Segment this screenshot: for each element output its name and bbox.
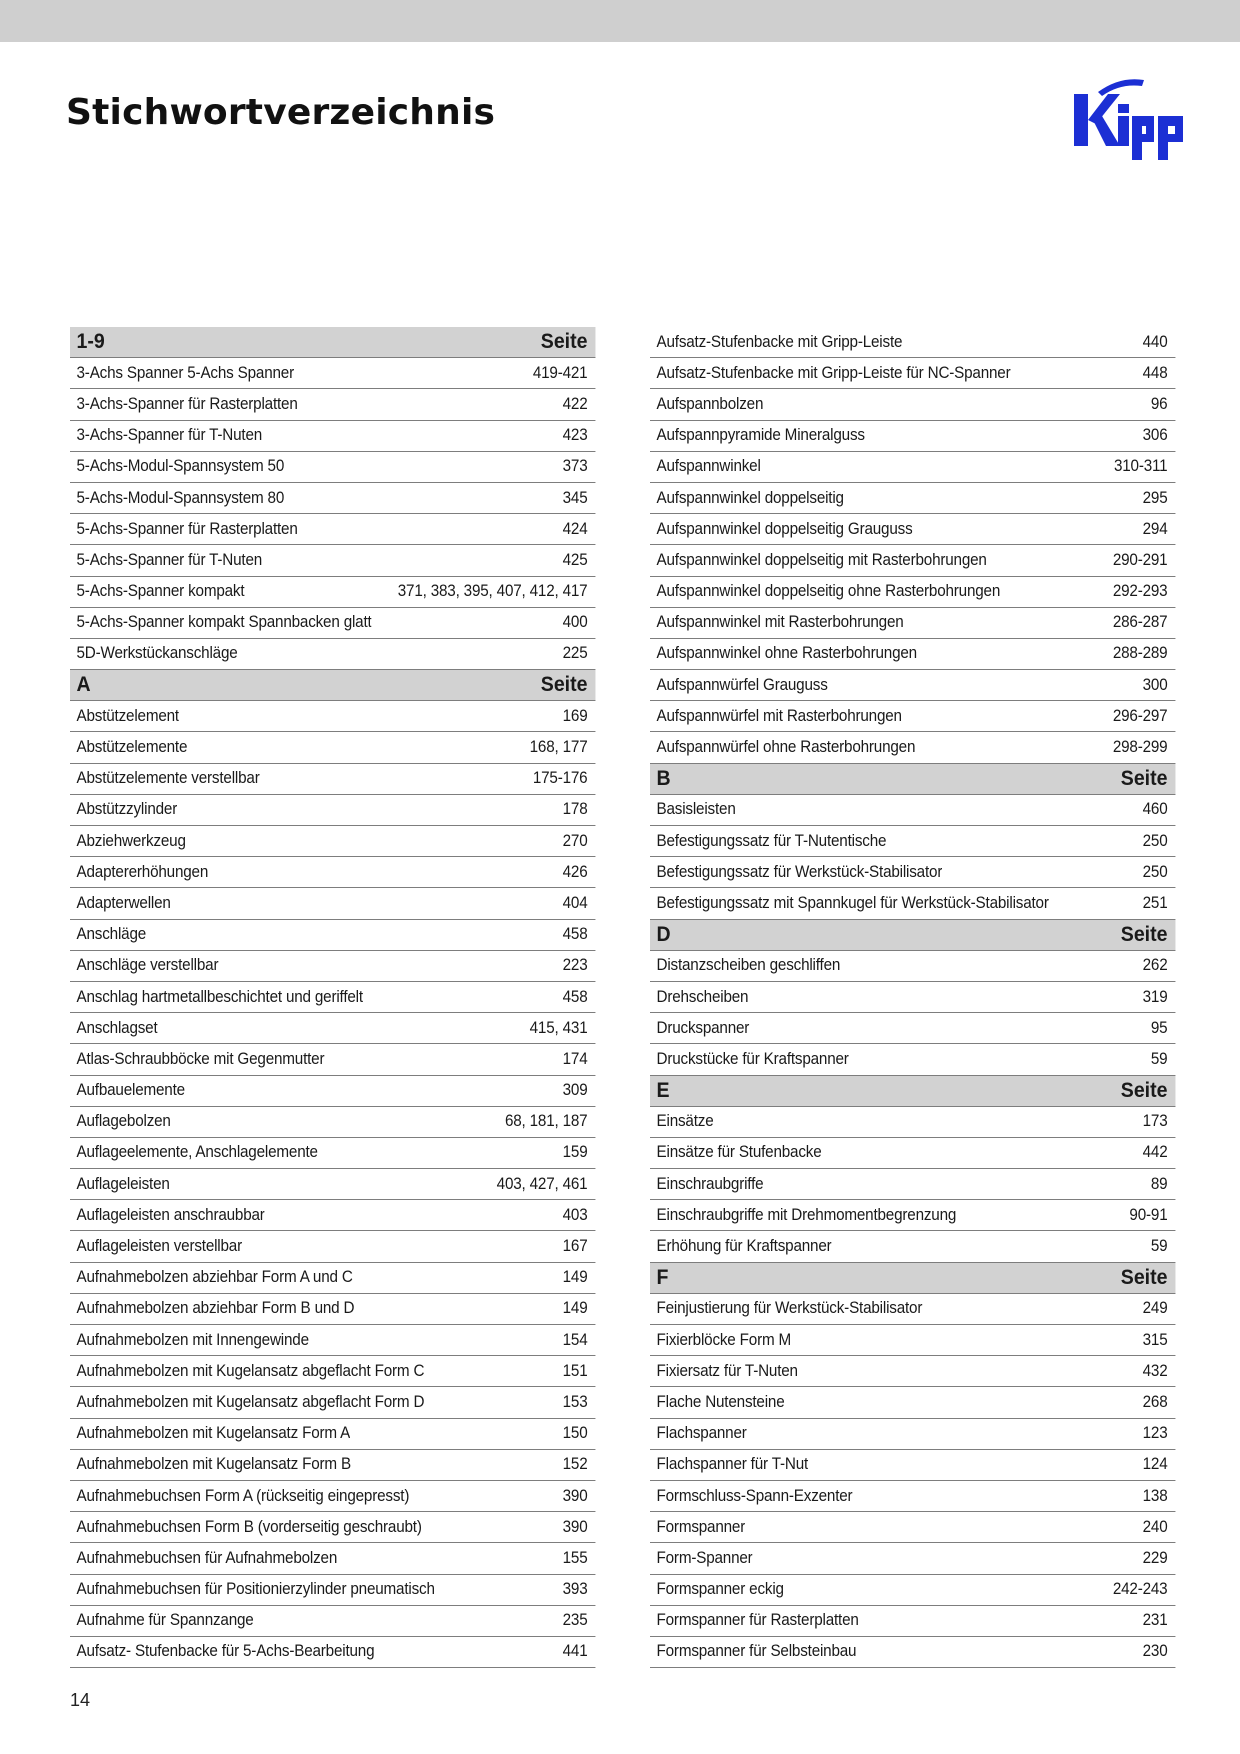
entry-term: Einschraubgriffe mit Drehmomentbegrenzung [656, 1205, 957, 1224]
section-letter: E [656, 1078, 670, 1102]
entry-pages: 173 [1142, 1112, 1168, 1131]
entry-pages: 250 [1142, 831, 1168, 850]
entry-term: Aufnahmebolzen mit Kugelansatz Form A [76, 1424, 351, 1443]
index-entry [650, 1575, 1176, 1606]
index-entry [70, 421, 596, 452]
index-entry [650, 1138, 1176, 1169]
entry-pages: 448 [1142, 363, 1168, 382]
entry-term: Formspanner eckig [656, 1580, 784, 1599]
index-entry [70, 1356, 596, 1387]
page-column-label: Seite [1120, 1265, 1168, 1289]
page-column-label: Seite [540, 673, 588, 697]
index-entry [70, 1138, 596, 1169]
entry-pages: 90-91 [1129, 1205, 1168, 1224]
entry-pages: 400 [562, 613, 588, 632]
entry-pages: 249 [1142, 1299, 1168, 1318]
entry-pages: 390 [562, 1517, 588, 1536]
index-entry [70, 951, 596, 982]
entry-pages: 286-287 [1112, 613, 1168, 632]
entry-pages: 298-299 [1112, 738, 1168, 757]
index-entry [650, 888, 1176, 919]
index-entry [70, 577, 596, 608]
index-entry [70, 1263, 596, 1294]
entry-term: Aufspannwürfel mit Rasterbohrungen [656, 706, 902, 725]
index-entry [70, 1543, 596, 1574]
index-entry [650, 452, 1176, 483]
entry-term: Abstützelemente [76, 738, 188, 757]
index-entry [70, 1419, 596, 1450]
entry-pages: 262 [1142, 956, 1168, 975]
section-header [650, 764, 1176, 795]
entry-pages: 229 [1142, 1548, 1168, 1567]
entry-pages: 424 [562, 519, 588, 538]
index-entry [70, 1512, 596, 1543]
entry-pages: 124 [1142, 1455, 1168, 1474]
index-entry [650, 795, 1176, 826]
index-entry [650, 358, 1176, 389]
index-entry [70, 1107, 596, 1138]
entry-pages: 235 [562, 1611, 588, 1630]
entry-pages: 296-297 [1112, 706, 1168, 725]
index-entry [70, 826, 596, 857]
index-entry [650, 1231, 1176, 1262]
entry-term: Aufspannwinkel doppelseitig mit Rasterbohrungen [656, 550, 987, 569]
entry-term: 5-Achs-Spanner kompakt Spannbacken glatt [76, 613, 372, 632]
entry-pages: 300 [1142, 675, 1168, 694]
index-entry [650, 1325, 1176, 1356]
section-letter: D [656, 922, 671, 946]
entry-pages: 419-421 [532, 363, 588, 382]
entry-term: Flachspanner für T-Nut [656, 1455, 809, 1474]
index-entry [70, 514, 596, 545]
index-entry [650, 1543, 1176, 1574]
index-entry [70, 1013, 596, 1044]
index-entry [650, 1481, 1176, 1512]
entry-pages: 309 [562, 1081, 588, 1100]
entry-pages: 175-176 [532, 769, 588, 788]
index-entry [650, 389, 1176, 420]
entry-pages: 440 [1142, 332, 1168, 351]
index-entry [650, 1200, 1176, 1231]
index-entry [70, 1481, 596, 1512]
section-header [650, 920, 1176, 951]
section-letter: F [656, 1265, 669, 1289]
index-entry [70, 1637, 596, 1668]
entry-term: Aufspannwürfel ohne Rasterbohrungen [656, 738, 916, 757]
entry-pages: 123 [1142, 1424, 1168, 1443]
entry-pages: 458 [562, 987, 588, 1006]
index-entry [70, 1044, 596, 1075]
index-column-left [70, 327, 596, 1668]
index-entry [70, 358, 596, 389]
entry-term: Distanzscheiben geschliffen [656, 956, 841, 975]
entry-pages: 223 [562, 956, 588, 975]
index-entry [70, 1231, 596, 1262]
section-header [70, 327, 596, 358]
entry-term: Aufspannpyramide Mineralguss [656, 426, 865, 445]
entry-term: Adapterwellen [76, 893, 171, 912]
index-entry [70, 732, 596, 763]
entry-pages: 442 [1142, 1143, 1168, 1162]
entry-pages: 152 [562, 1455, 588, 1474]
entry-pages: 425 [562, 550, 588, 569]
entry-term: 5D-Werkstückanschläge [76, 644, 238, 663]
entry-pages: 150 [562, 1424, 588, 1443]
index-entry [650, 1419, 1176, 1450]
entry-pages: 426 [562, 862, 588, 881]
index-entry [70, 1450, 596, 1481]
entry-term: Einschraubgriffe [656, 1174, 764, 1193]
index-entry [650, 1450, 1176, 1481]
entry-term: Auflageleisten [76, 1174, 170, 1193]
index-entry [70, 888, 596, 919]
section-header [650, 1263, 1176, 1294]
entry-term: Befestigungssatz für T-Nutentische [656, 831, 887, 850]
entry-pages: 149 [562, 1299, 588, 1318]
section-header [70, 670, 596, 701]
entry-pages: 319 [1142, 987, 1168, 1006]
entry-pages: 59 [1150, 1237, 1168, 1256]
entry-term: Aufsatz-Stufenbacke mit Gripp-Leiste [656, 332, 903, 351]
index-entry [650, 514, 1176, 545]
entry-term: Aufsatz-Stufenbacke mit Gripp-Leiste für NC-Spanner [656, 363, 1011, 382]
entry-term: Aufspannwinkel doppelseitig ohne Rasterbohrungen [656, 582, 1001, 601]
index-entry [70, 857, 596, 888]
entry-pages: 68, 181, 187 [504, 1112, 588, 1131]
entry-pages: 251 [1142, 893, 1168, 912]
index-column-right [650, 327, 1176, 1668]
index-entry [70, 795, 596, 826]
entry-term: Fixierblöcke Form M [656, 1330, 792, 1349]
section-header [650, 1076, 1176, 1107]
entry-term: Anschläge [76, 925, 147, 944]
entry-pages: 96 [1150, 394, 1168, 413]
entry-term: Einsätze [656, 1112, 714, 1131]
index-entry [70, 764, 596, 795]
index-entry [70, 1294, 596, 1325]
index-entry [650, 701, 1176, 732]
entry-term: Aufbauelemente [76, 1081, 185, 1100]
index-entry [650, 483, 1176, 514]
index-entry [70, 982, 596, 1013]
index-entry [70, 608, 596, 639]
index-entry [650, 1387, 1176, 1418]
entry-term: Aufspannbolzen [656, 394, 764, 413]
entry-term: Flachspanner [656, 1424, 747, 1443]
entry-pages: 315 [1142, 1330, 1168, 1349]
entry-pages: 441 [562, 1642, 588, 1661]
entry-pages: 460 [1142, 800, 1168, 819]
entry-pages: 268 [1142, 1392, 1168, 1411]
entry-term: Feinjustierung für Werkstück-Stabilisator [656, 1299, 923, 1318]
entry-pages: 225 [562, 644, 588, 663]
entry-term: Atlas-Schraubböcke mit Gegenmutter [76, 1049, 325, 1068]
index-entry [70, 545, 596, 576]
entry-term: Druckstücke für Kraftspanner [656, 1049, 849, 1068]
index-entry [650, 1606, 1176, 1637]
entry-term: 5-Achs-Spanner für T-Nuten [76, 550, 263, 569]
entry-term: Formschluss-Spann-Exzenter [656, 1486, 853, 1505]
entry-term: Aufnahmebolzen mit Kugelansatz abgeflacht Form D [76, 1392, 425, 1411]
entry-pages: 294 [1142, 519, 1168, 538]
entry-term: 5-Achs-Modul-Spannsystem 50 [76, 457, 285, 476]
entry-pages: 393 [562, 1580, 588, 1599]
entry-term: Aufspannwinkel doppelseitig Grauguss [656, 519, 913, 538]
index-entry [650, 421, 1176, 452]
entry-term: Einsätze für Stufenbacke [656, 1143, 822, 1162]
entry-term: Auflageleisten anschraubbar [76, 1205, 265, 1224]
entry-pages: 415, 431 [529, 1018, 588, 1037]
entry-term: Erhöhung für Kraftspanner [656, 1237, 832, 1256]
section-letter: 1-9 [76, 330, 105, 354]
index-entry [650, 327, 1176, 358]
entry-term: Aufspannwinkel mit Rasterbohrungen [656, 613, 904, 632]
index-entry [650, 608, 1176, 639]
entry-term: Aufnahme für Spannzange [76, 1611, 254, 1630]
entry-pages: 403, 427, 461 [496, 1174, 588, 1193]
index-entry [650, 826, 1176, 857]
index-entry [650, 1294, 1176, 1325]
entry-term: Abstützelement [76, 706, 179, 725]
entry-term: Basisleisten [656, 800, 736, 819]
entry-term: Aufnahmebuchsen für Aufnahmebolzen [76, 1548, 338, 1567]
entry-term: Aufspannwinkel [656, 457, 761, 476]
page-column-label: Seite [1120, 766, 1168, 790]
entry-term: 3-Achs-Spanner für Rasterplatten [76, 394, 298, 413]
entry-pages: 390 [562, 1486, 588, 1505]
entry-term: Flache Nutensteine [656, 1392, 785, 1411]
entry-pages: 373 [562, 457, 588, 476]
entry-term: Auflageelemente, Anschlagelemente [76, 1143, 318, 1162]
entry-term: Befestigungssatz mit Spannkugel für Werkstück-Stabilisator [656, 893, 1049, 912]
entry-term: Aufnahmebolzen abziehbar Form B und D [76, 1299, 355, 1318]
entry-term: Formspanner für Rasterplatten [656, 1611, 859, 1630]
entry-pages: 168, 177 [529, 738, 588, 757]
page-column-label: Seite [1120, 922, 1168, 946]
index-entry [650, 639, 1176, 670]
page-number: 14 [70, 1690, 91, 1710]
entry-pages: 432 [1142, 1361, 1168, 1380]
index-entry [650, 1512, 1176, 1543]
entry-pages: 295 [1142, 488, 1168, 507]
entry-term: Aufnahmebuchsen für Positionierzylinder pneumatisch [76, 1580, 435, 1599]
index-entry [650, 577, 1176, 608]
index-entry [650, 1107, 1176, 1138]
index-entry [70, 1387, 596, 1418]
entry-pages: 178 [562, 800, 588, 819]
entry-term: Aufspannwinkel doppelseitig [656, 488, 844, 507]
entry-term: Aufspannwürfel Grauguss [656, 675, 828, 694]
index-entry [70, 639, 596, 670]
entry-term: Abstützelemente verstellbar [76, 769, 260, 788]
entry-term: Form-Spanner [656, 1548, 753, 1567]
entry-pages: 371, 383, 395, 407, 412, 417 [397, 582, 588, 601]
entry-pages: 149 [562, 1268, 588, 1287]
index-entry [650, 545, 1176, 576]
entry-term: Abziehwerkzeug [76, 831, 186, 850]
index-entry [650, 1169, 1176, 1200]
entry-pages: 95 [1150, 1018, 1168, 1037]
entry-term: Abstützzylinder [76, 800, 178, 819]
entry-term: Aufsatz- Stufenbacke für 5-Achs-Bearbeitung [76, 1642, 375, 1661]
entry-term: Aufnahmebolzen abziehbar Form A und C [76, 1268, 353, 1287]
entry-pages: 423 [562, 426, 588, 445]
index-entry [70, 452, 596, 483]
index-entry [650, 982, 1176, 1013]
entry-pages: 59 [1150, 1049, 1168, 1068]
entry-pages: 153 [562, 1392, 588, 1411]
entry-pages: 250 [1142, 862, 1168, 881]
section-letter: A [76, 673, 91, 697]
index-entry [70, 1169, 596, 1200]
entry-pages: 290-291 [1112, 550, 1168, 569]
entry-term: Anschläge verstellbar [76, 956, 219, 975]
entry-term: Aufnahmebuchsen Form B (vorderseitig geschraubt) [76, 1517, 422, 1536]
entry-term: Befestigungssatz für Werkstück-Stabilisator [656, 862, 943, 881]
entry-term: Anschlagset [76, 1018, 158, 1037]
entry-pages: 169 [562, 706, 588, 725]
entry-pages: 306 [1142, 426, 1168, 445]
entry-term: 3-Achs-Spanner für T-Nuten [76, 426, 263, 445]
index-entry [650, 1013, 1176, 1044]
entry-pages: 167 [562, 1237, 588, 1256]
entry-term: Aufnahmebolzen mit Innengewinde [76, 1330, 309, 1349]
entry-term: Formspanner für Selbsteinbau [656, 1642, 857, 1661]
entry-pages: 89 [1150, 1174, 1168, 1193]
entry-pages: 231 [1142, 1611, 1168, 1630]
entry-term: Aufnahmebolzen mit Kugelansatz Form B [76, 1455, 351, 1474]
index-entry [70, 1200, 596, 1231]
entry-term: Anschlag hartmetallbeschichtet und geriffelt [76, 987, 363, 1006]
entry-term: Formspanner [656, 1517, 746, 1536]
index-entry [650, 1637, 1176, 1668]
index-entry [70, 1606, 596, 1637]
index-entry [70, 483, 596, 514]
entry-term: Fixiersatz für T-Nuten [656, 1361, 798, 1380]
entry-pages: 230 [1142, 1642, 1168, 1661]
page-column-label: Seite [540, 330, 588, 354]
entry-pages: 292-293 [1112, 582, 1168, 601]
entry-term: Aufnahmebuchsen Form A (rückseitig eingepresst) [76, 1486, 410, 1505]
entry-pages: 138 [1142, 1486, 1168, 1505]
entry-pages: 403 [562, 1205, 588, 1224]
index-entry [70, 1325, 596, 1356]
entry-term: Adaptererhöhungen [76, 862, 209, 881]
entry-pages: 422 [562, 394, 588, 413]
page-title: Stichwortverzeichnis [66, 92, 496, 133]
entry-pages: 159 [562, 1143, 588, 1162]
index-entry [70, 1575, 596, 1606]
entry-term: Auflagebolzen [76, 1112, 171, 1131]
index-entry [70, 701, 596, 732]
entry-term: Aufspannwinkel ohne Rasterbohrungen [656, 644, 917, 663]
index-entry [650, 951, 1176, 982]
entry-term: 5-Achs-Modul-Spannsystem 80 [76, 488, 285, 507]
index-entry [650, 732, 1176, 763]
entry-pages: 154 [562, 1330, 588, 1349]
entry-pages: 174 [562, 1049, 588, 1068]
entry-pages: 270 [562, 831, 588, 850]
entry-pages: 155 [562, 1548, 588, 1567]
entry-term: Druckspanner [656, 1018, 750, 1037]
index-entry [70, 1076, 596, 1107]
section-letter: B [656, 766, 671, 790]
entry-pages: 242-243 [1112, 1580, 1168, 1599]
entry-term: Auflageleisten verstellbar [76, 1237, 242, 1256]
entry-pages: 151 [562, 1361, 588, 1380]
index-entry [650, 1356, 1176, 1387]
index-entry [650, 857, 1176, 888]
entry-pages: 288-289 [1112, 644, 1168, 663]
entry-pages: 240 [1142, 1517, 1168, 1536]
entry-term: 5-Achs-Spanner kompakt [76, 582, 245, 601]
entry-pages: 404 [562, 893, 588, 912]
entry-term: 3-Achs Spanner 5-Achs Spanner [76, 363, 294, 382]
index-entry [650, 1044, 1176, 1075]
entry-pages: 345 [562, 488, 588, 507]
entry-pages: 310-311 [1113, 457, 1168, 476]
index-entry [650, 670, 1176, 701]
entry-pages: 458 [562, 925, 588, 944]
top-band [0, 0, 1240, 42]
entry-term: Aufnahmebolzen mit Kugelansatz abgeflacht Form C [76, 1361, 425, 1380]
index-entry [70, 389, 596, 420]
entry-term: Drehscheiben [656, 987, 749, 1006]
kipp-logo [1072, 72, 1188, 162]
index-entry [70, 920, 596, 951]
entry-term: 5-Achs-Spanner für Rasterplatten [76, 519, 298, 538]
page-column-label: Seite [1120, 1078, 1168, 1102]
